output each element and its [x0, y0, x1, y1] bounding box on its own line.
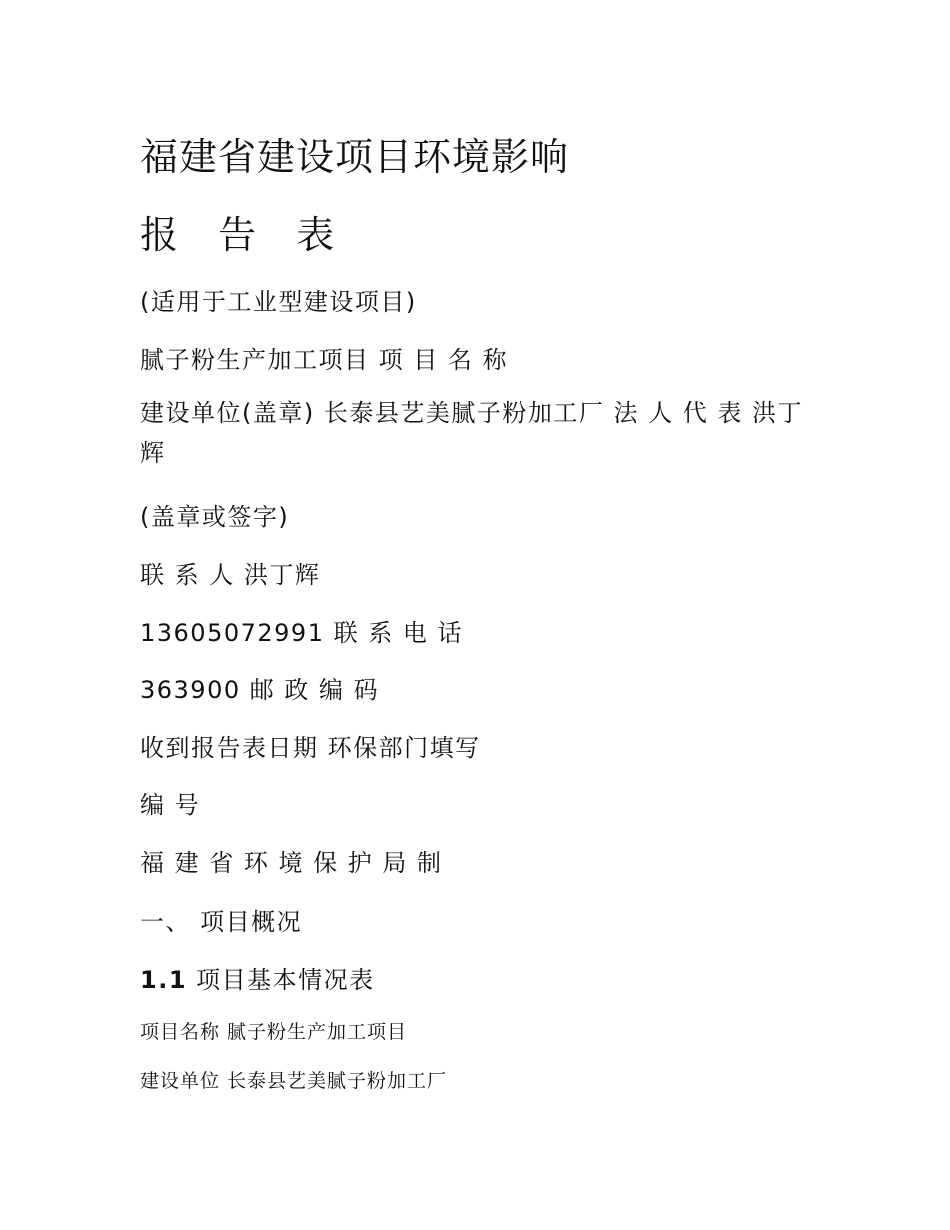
project-name-line: 腻子粉生产加工项目 项 目 名 称: [140, 346, 509, 374]
issuer-line: 福 建 省 环 境 保 护 局 制: [140, 849, 443, 877]
received-date-line: 收到报告表日期 环保部门填写: [140, 734, 481, 762]
document-title-line2: 报 告 表: [140, 213, 349, 257]
builder-line: 建设单位(盖章) 长泰县艺美腻子粉加工厂 法 人 代 表 洪丁辉: [140, 399, 803, 467]
postcode-line: 363900 邮 政 编 码: [140, 676, 380, 704]
subsection-number: 1.1: [140, 966, 188, 994]
contact-person-line: 联 系 人 洪丁辉: [140, 561, 321, 589]
subsection-title: 项目基本情况表: [196, 966, 375, 994]
document-title-line1: 福建省建设项目环境影响: [140, 135, 570, 179]
phone-line: 13605072991 联 系 电 话: [140, 619, 463, 647]
seal-note: (盖章或签字): [140, 503, 290, 531]
table-row: 项目名称 腻子粉生产加工项目: [140, 1021, 408, 1043]
section-heading: 一、 项目概况: [140, 908, 303, 936]
serial-number-line: 编 号: [140, 791, 201, 819]
subsection-heading: [140, 960, 375, 995]
table-row: 建设单位 长泰县艺美腻子粉加工厂: [140, 1070, 448, 1092]
document-subtitle: (适用于工业型建设项目): [140, 288, 417, 316]
